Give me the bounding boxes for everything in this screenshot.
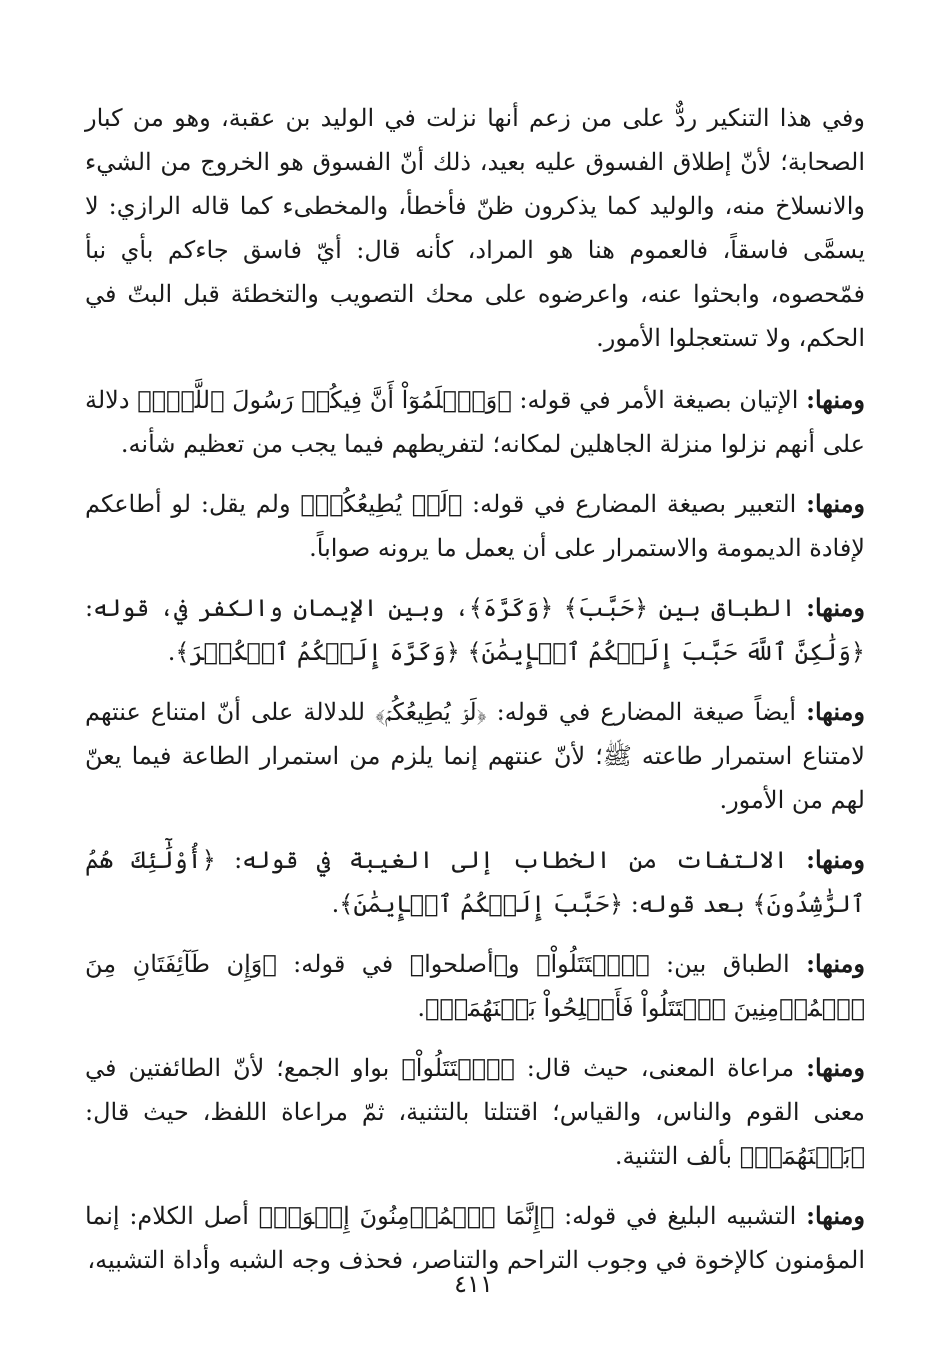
paragraph-lead: ومنها:: [806, 593, 865, 622]
paragraph-text: مراعاة المعنى، حيث قال: ﴿ٱقۡتَتَلُواْ﴾ بواو الجمع؛ لأنّ الطائفتين في معنى القوم والناس، والقياس؛ اقتتلتا بالتثنية، ثمّ مراعاة اللفظ، حيث قال: ﴿بَيۡنَهُمَاۖ﴾ بألف التثنية.: [85, 1054, 865, 1170]
page-number: ٤١١: [454, 1270, 493, 1298]
paragraph-6: [85, 838, 865, 926]
paragraph-text: التشبيه البليغ في قوله: ﴿إِنَّمَا ٱلۡمُؤۡمِنُونَ إِخۡوَةٞ﴾ أصل الكلام: إنما المؤمنون كالإخوة في وجوب التراحم والتناصر، فحذف وجه الشبه وأداة التشبيه،: [85, 1202, 865, 1274]
paragraph-lead: ومنها:: [806, 1053, 865, 1082]
paragraph-5: [85, 690, 865, 822]
paragraph-9: [85, 1194, 865, 1282]
paragraph-7: [85, 942, 865, 1030]
paragraph-text: الالتفات من الخطاب إلى الغيبة في قوله: ﴿أُوْلَٰٓئِكَ هُمُ ٱلرَّٰشِدُونَ﴾ بعد قوله: ﴿حَبَّبَ إِلَيۡكُمُ ٱلۡإِيمَٰنَ﴾.: [85, 846, 865, 918]
paragraph-text: الطباق بين ﴿حَبَّبَ﴾ ﴿وَكَرَّهَ﴾، وبين الإيمان والكفر في، قوله: ﴿وَلَٰكِنَّ ٱللَّهَ حَبَّبَ إِلَيۡكُمُ ٱلۡإِيمَٰنَ﴾ ﴿وَكَرَّهَ إِلَيۡكُمُ ٱلۡكُفۡرَ﴾.: [85, 594, 865, 666]
paragraph-text: الطباق بين: ﴿ٱقۡتَتَلُواْ﴾ و﴿أصلحوا﴾ في قوله: ﴿وَإِن طَآئِفَتَانِ مِنَ ٱلۡمُؤۡمِنِينَ ٱقۡتَتَلُواْ فَأَصۡلِحُواْ بَيۡنَهُمَاۖ﴾.: [85, 950, 865, 1022]
paragraph-text: أيضاً صيغة المضارع في قوله: ﴿لَوۡ يُطِيعُكُمۡ﴾ للدلالة على أنّ امتناع عنتهم لامتناع استمرار طاعته ﷺ؛ لأنّ عنتهم إنما يلزم من استمرار الطاعة فيما يعنّ لهم من الأمور.: [85, 698, 865, 814]
paragraph-lead: ومنها:: [806, 845, 865, 874]
paragraph-3: [85, 482, 865, 570]
paragraph-lead: ومنها:: [806, 949, 865, 978]
paragraph-lead: ومنها:: [806, 1201, 865, 1230]
paragraph-lead: ومنها:: [806, 489, 866, 518]
paragraph-4: [85, 586, 865, 674]
paragraph-8: [85, 1046, 865, 1178]
paragraph-lead: ومنها:: [806, 385, 865, 414]
paragraph-text: التعبير بصيغة المضارع في قوله: ﴿لَوۡ يُطِيعُكُمۡ﴾ ولم يقل: لو أطاعكم لإفادة الديمومة والاستمرار على أن يعمل ما يرونه صواباً.: [85, 490, 865, 562]
paragraph-text: وفي هذا التنكير ردٌّ على من زعم أنها نزلت في الوليد بن عقبة، وهو من كبار الصحابة؛ لأنّ إطلاق الفسوق عليه بعيد، ذلك أنّ الفسوق هو الخروج من الشيء والانسلاخ منه، والوليد كما يذكرون ظنّ فأخطأ، والمخطىء كما قاله الرازي: لا يسمَّى فاسقاً، فالعموم هنا هو المراد، كأنه قال: أيّ فاسق جاءكم بأي نبأ فمّحصوه، وابحثوا عنه، واعرضوه على محك التصويب والتخطئة قبل البتّ في الحكم، ولا تستعجلوا الأمور.: [85, 104, 866, 352]
paragraph-lead: ومنها:: [806, 697, 865, 726]
page-body: [85, 96, 865, 1298]
paragraph-2: [85, 378, 865, 466]
paragraph-text: الإتيان بصيغة الأمر في قوله: ﴿وَٱعۡلَمُوٓاْ أَنَّ فِيكُمۡ رَسُولَ ٱللَّهِۚ﴾ دلالة على أنهم نزلوا منزلة الجاهلين لمكانه؛ لتفريطهم فيما يجب من تعظيم شأنه.: [85, 386, 865, 458]
paragraph-1: [85, 96, 865, 360]
